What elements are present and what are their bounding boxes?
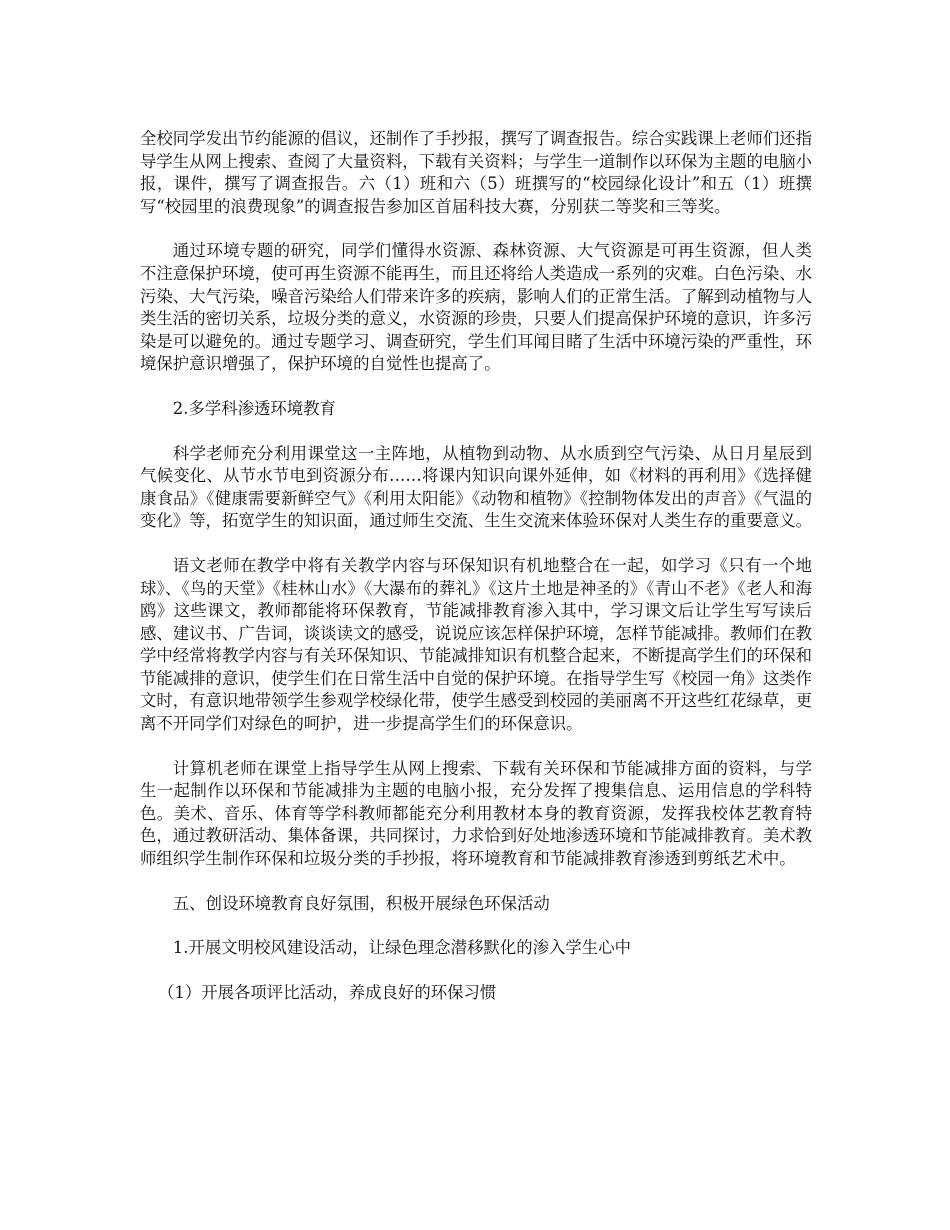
heading-civilized-campus: 1.开展文明校风建设活动，让绿色理念潜移默化的渗入学生心中 bbox=[172, 938, 631, 958]
paragraph-science-teacher: 科学老师充分利用课堂这一主阵地，从植物到动物、从水质到空气污染、从日月星辰到气候变化、从节水节电到资源分布……将课内知识向课外延伸，如《材料的再利用》《选择健康食品》《健康需要新鲜空气》《利用太阳能》《动物和植物》《控制物体发出的声音》《气温的变化》等，拓宽学生的知识面，通过师生交流、生生交流来体验环保对人类生存的重要意义。 bbox=[140, 443, 813, 531]
heading-section-five: 五、创设环境教育良好氛围，积极开展绿色环保活动 bbox=[172, 893, 550, 913]
paragraph-energy-report: 全校同学发出节约能源的倡议，还制作了手抄报，撰写了调查报告。综合实践课上老师们还指导学生从网上搜索、查阅了大量资料，下载有关资料；与学生一道制作以环保为主题的电脑小报，课件，撰写了调查报告。六（1）班和六（5）班撰写的“校园绿化设计”和五（1）班撰写“校园里的浪费现象”的调查报告参加区首届科技大赛，分别获二等奖和三等奖。 bbox=[140, 129, 813, 216]
document-page bbox=[140, 128, 812, 1026]
heading-multidiscipline: 2.多学科渗透环境教育 bbox=[172, 398, 336, 418]
paragraph-computer-teacher: 计算机老师在课堂上指导学生从网上搜索、下载有关环保和节能减排方面的资料，与学生一起制作以环保和节能减排为主题的电脑小报，充分发挥了搜集信息、运用信息的学科特色。美术、音乐、体育等学科教师都能充分利用教材本身的教育资源，发挥我校体艺教育特色，通过教研活动、集体备课，共同探讨，力求恰到好处地渗透环境和节能减排教育。美术教师组织学生制作环保和垃圾分类的手抄报，将环境教育和节能减排教育渗透到剪纸艺术中。 bbox=[140, 758, 813, 869]
paragraph-chinese-teacher: 语文老师在教学中将有关教学内容与环保知识有机地整合在一起，如学习《只有一个地球》、《鸟的天堂》《桂林山水》《大瀑布的葬礼》《这片土地是神圣的》《青山不老》《老人和海鸥》这些课文，教师都能将环保教育，节能减排教育渗入其中，学习课文后让学生写写读后感、建议书、广告词，谈谈读文的感受，说说应该怎样保护环境，怎样节能减排。教师们在教学中经常将教学内容与有关环保知识、节能减排知识有机整合起来，不断提高学生们的环保和节能减排的意识，使学生们在日常生活中自觉的保护环境。在指导学生写《校园一角》这类作文时，有意识地带领学生参观学校绿化带，使学生感受到校园的美丽离不开这些红花绿草，更离不开同学们对绿色的呵护，进一步提高学生们的环保意识。 bbox=[140, 555, 813, 734]
heading-evaluation-activities: （1）开展各项评比活动，养成良好的环保习惯 bbox=[158, 982, 497, 1002]
paragraph-environment-study: 通过环境专题的研究，同学们懂得水资源、森林资源、大气资源是可再生资源，但人类不注意保护环境，使可再生资源不能再生，而且还将给人类造成一系列的灾难。白色污染、水污染、大气污染，噪音污染给人们带来许多的疾病，影响人们的正常生活。了解到动植物与人类生活的密切关系，垃圾分类的意义，水资源的珍贵，只要人们提高保护环境的意识，许多污染是可以避免的。通过专题学习、调查研究，学生们耳闻目睹了生活中环境污染的严重性，环境保护意识增强了，保护环境的自觉性也提高了。 bbox=[140, 241, 813, 374]
